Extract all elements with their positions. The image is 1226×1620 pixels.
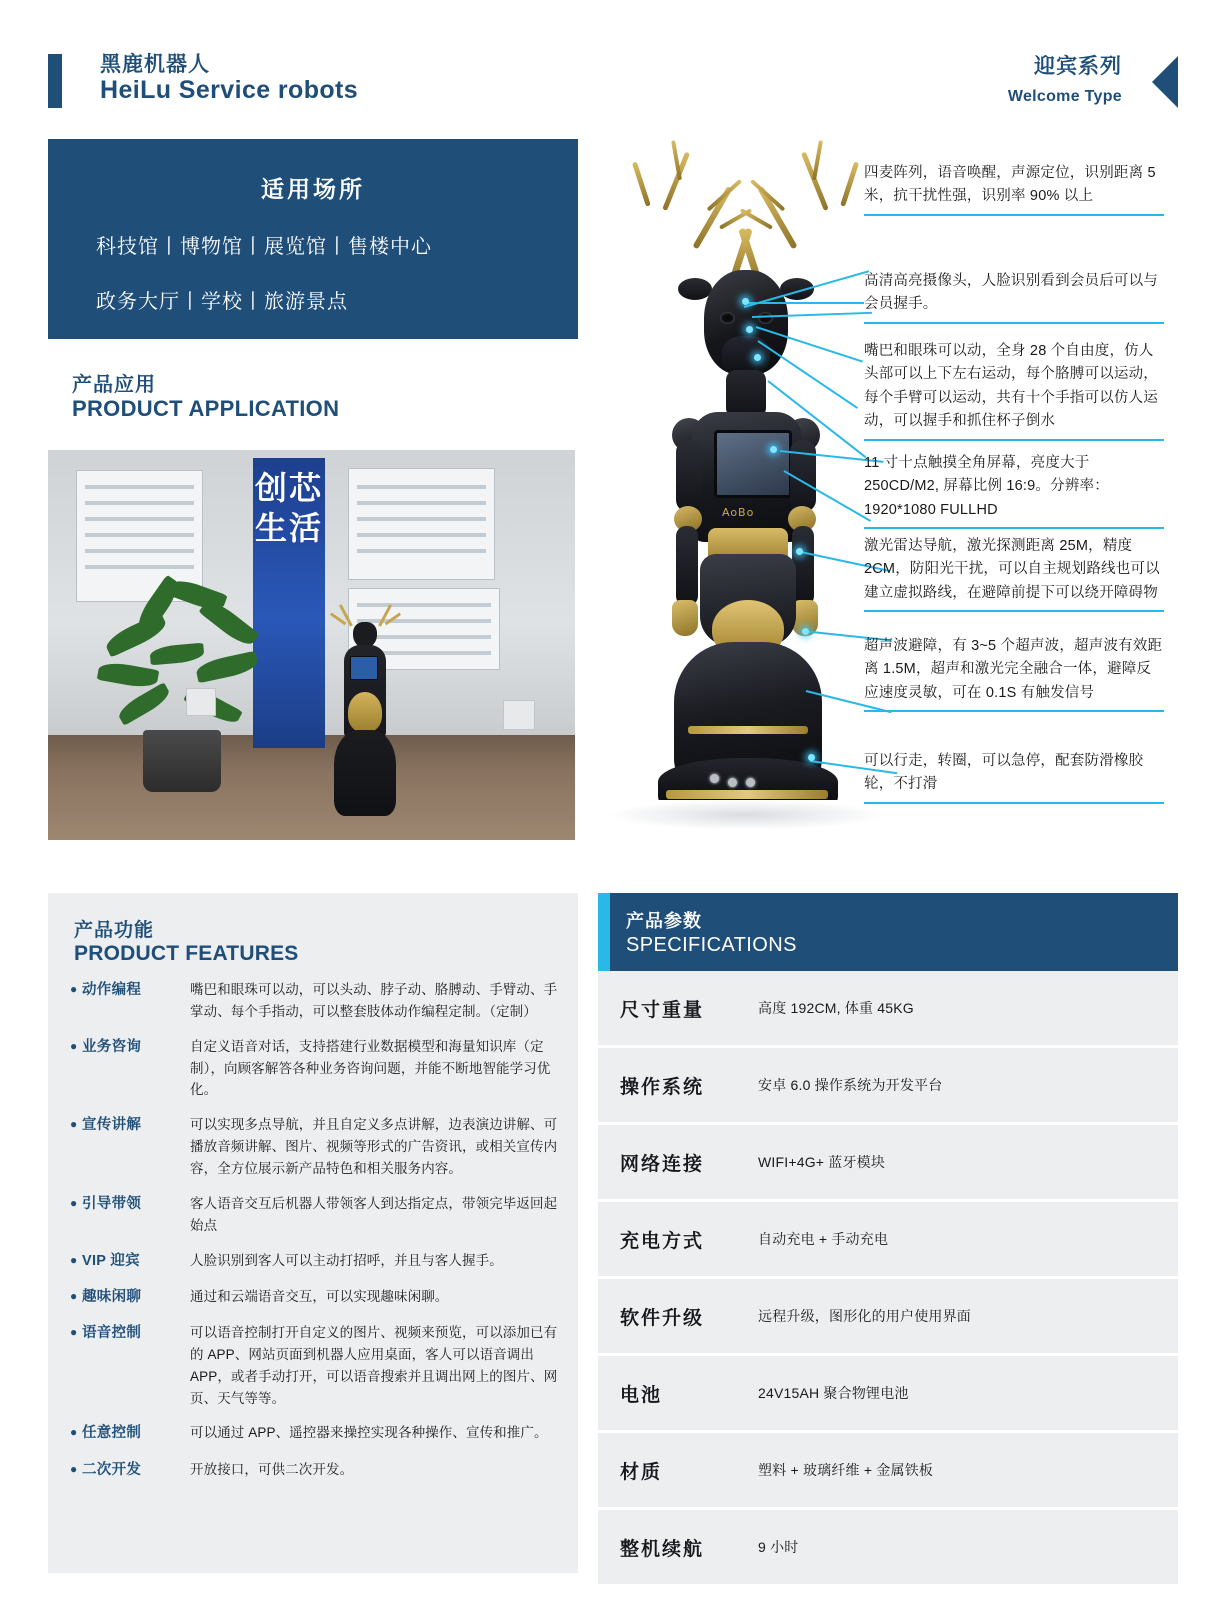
list-item <box>70 1322 562 1409</box>
application-title-cn: 产品应用 <box>72 374 156 396</box>
series-title-en: Welcome Type <box>1007 88 1122 105</box>
specs-title-en: SPECIFICATIONS <box>626 934 797 956</box>
table-row <box>598 1510 1178 1587</box>
product-application-photo <box>48 450 575 840</box>
callout-microphone-array: 四麦阵列，语音唤醒，声源定位，识别距离 5 米，抗干扰性强，识别率 90% 以上 <box>864 162 1164 216</box>
brand-title-en: HeiLu Service robots <box>100 76 359 104</box>
brand-title-cn: 黑鹿机器人 <box>100 53 210 76</box>
photo-floor <box>48 735 575 840</box>
callout-anchor-dot <box>770 446 777 453</box>
list-item <box>70 1114 562 1180</box>
feature-name: 语音控制 <box>82 1324 142 1341</box>
table-row <box>598 1202 1178 1279</box>
leader-line <box>757 340 858 409</box>
feature-name: VIP 迎宾 <box>82 1252 140 1269</box>
photo-plant-pot <box>143 730 221 792</box>
bullet-icon: ● <box>70 982 78 996</box>
spec-label: 网络连接 <box>620 1153 705 1175</box>
header-arrow-icon <box>1152 56 1178 108</box>
spec-label: 软件升级 <box>620 1307 705 1329</box>
feature-description: 客人语音交互后机器人带领客人到达指定点，带领完毕返回起始点 <box>190 1195 558 1233</box>
photo-wall-outlet <box>503 700 535 730</box>
spec-label: 整机续航 <box>620 1538 705 1560</box>
bullet-icon: ● <box>70 1038 78 1053</box>
page-header <box>48 48 1178 114</box>
table-row <box>598 1356 1178 1433</box>
bullet-icon: ● <box>70 1195 78 1210</box>
robot-logo: AoBo <box>722 506 755 519</box>
feature-name: 引导带领 <box>82 1195 142 1212</box>
photo-banner: 创芯生活 <box>253 458 325 748</box>
callout-touch-screen: 11 寸十点触摸全角屏幕，亮度大于 250CD/M2, 屏幕比例 16:9。分辨率：1920*1080 FULLHD <box>864 452 1164 529</box>
photo-robot <box>320 600 410 815</box>
photo-poster <box>348 468 495 580</box>
feature-name: 动作编程 <box>82 982 142 998</box>
callout-anchor-dot <box>808 754 815 761</box>
callout-lidar-navigation: 激光雷达导航，激光探测距离 25M，精度 2CM，防阳光干扰，可以自主规划路线也可以建立虚拟路线，在避障前提下可以绕开障碍物 <box>864 535 1164 612</box>
spec-value: WIFI+4G+ 蓝牙模块 <box>758 1154 886 1170</box>
scenario-line-1: 科技馆丨博物馆丨展览馆丨售楼中心 <box>96 236 432 258</box>
photo-plant <box>98 585 268 745</box>
callout-ultrasonic-avoidance: 超声波避障，有 3~5 个超声波，超声波有效距离 1.5M，超声和激光完全融合一体，避障反应速度灵敏，可在 0.1S 有触发信号 <box>864 635 1164 712</box>
list-item <box>70 1459 562 1482</box>
feature-description: 嘴巴和眼珠可以动，可以头动、脖子动、胳膊动、手臂动、手掌动、每个手指动，可以整套肢体动作编程定制。（定制） <box>190 982 558 1019</box>
feature-description: 可以实现多点导航，并且自定义多点讲解，边表演边讲解、可播放音频讲解、图片、视频等形式的广告资讯，或相关宣传内容，全方位展示新产品特色和相关服务内容。 <box>190 1117 558 1177</box>
specs-title-cn: 产品参数 <box>626 911 702 931</box>
bullet-icon: ● <box>70 1425 78 1440</box>
spec-label: 操作系统 <box>620 1076 705 1098</box>
series-label <box>1008 50 1122 106</box>
bullet-icon: ● <box>70 1288 78 1303</box>
list-item <box>70 1193 562 1237</box>
spec-value: 高度 192CM, 体重 45KG <box>758 1000 914 1016</box>
callout-anchor-dot <box>754 354 761 361</box>
list-item <box>70 979 562 1023</box>
scenario-box <box>48 139 578 339</box>
feature-name: 宣传讲解 <box>82 1117 142 1134</box>
feature-description: 自定义语音对话，支持搭建行业数据模型和海量知识库（定制），向顾客解答各种业务咨询问题，并能不断地智能学习优化。 <box>190 1038 551 1098</box>
callout-camera: 高清高亮摄像头，人脸识别看到会员后可以与会员握手。 <box>864 270 1164 324</box>
table-row <box>598 1125 1178 1202</box>
header-accent-bar <box>48 54 62 108</box>
bullet-icon: ● <box>70 1461 78 1476</box>
feature-description: 可以语音控制打开自定义的图片、视频来预览，可以添加已有的 APP、网站页面到机器人应用桌面，客人可以语音调出 APP，或者手动打开，可以语音搜索并且调出网上的图片、网页、天气等等。 <box>190 1324 558 1406</box>
spec-label: 充电方式 <box>620 1230 705 1252</box>
leader-line <box>756 326 863 363</box>
feature-description: 开放接口，可供二次开发。 <box>190 1461 354 1477</box>
feature-name: 业务咨询 <box>82 1038 142 1055</box>
feature-name: 趣味闲聊 <box>82 1288 142 1305</box>
features-title-cn: 产品功能 <box>74 920 155 941</box>
application-title-en: PRODUCT APPLICATION <box>72 396 340 421</box>
specifications-header <box>598 893 1178 971</box>
feature-description: 通过和云端语音交互，可以实现趣味闲聊。 <box>190 1288 449 1304</box>
spec-value: 远程升级，图形化的用户使用界面 <box>758 1308 971 1324</box>
spec-value: 安卓 6.0 操作系统为开发平台 <box>758 1077 943 1093</box>
bullet-icon: ● <box>70 1117 78 1132</box>
table-row <box>598 1433 1178 1510</box>
scenario-line-2: 政务大厅丨学校丨旅游景点 <box>96 291 348 313</box>
photo-wall-outlet <box>186 688 216 716</box>
specifications-panel <box>598 893 1178 1583</box>
spec-label: 材质 <box>620 1461 663 1483</box>
spec-label: 电池 <box>620 1384 663 1406</box>
feature-description: 人脸识别到客人可以主动打招呼，并且与客人握手。 <box>190 1252 503 1268</box>
list-item <box>70 1286 562 1309</box>
specs-accent-bar <box>598 893 610 971</box>
spec-value: 24V15AH 聚合物锂电池 <box>758 1385 909 1401</box>
leader-line <box>767 380 866 458</box>
table-row <box>598 971 1178 1048</box>
leader-line <box>752 312 872 318</box>
spec-value: 塑料 + 玻璃纤维 + 金属铁板 <box>758 1462 934 1478</box>
list-item <box>70 1250 562 1273</box>
feature-list <box>70 979 562 1495</box>
features-title-en: PRODUCT FEATURES <box>74 942 299 965</box>
list-item <box>70 1422 562 1445</box>
series-title-cn: 迎宾系列 <box>1034 55 1122 78</box>
callout-anchor-dot <box>742 298 749 305</box>
feature-description: 可以通过 APP、遥控器来操控实现各种操作、宣传和推广。 <box>190 1425 548 1441</box>
bullet-icon: ● <box>70 1252 78 1267</box>
callout-anchor-dot <box>796 548 803 555</box>
bullet-icon: ● <box>70 1324 78 1339</box>
callout-group <box>596 130 1178 840</box>
table-row <box>598 1048 1178 1125</box>
scenario-title: 适用场所 <box>261 176 365 202</box>
spec-label: 尺寸重量 <box>620 999 705 1021</box>
leader-line <box>784 470 872 522</box>
spec-value: 自动充电 + 手动充电 <box>758 1231 889 1247</box>
table-row <box>598 1279 1178 1356</box>
feature-name: 任意控制 <box>82 1425 142 1442</box>
list-item <box>70 1036 562 1102</box>
callout-anchor-dot <box>746 326 753 333</box>
product-features-panel <box>48 893 578 1573</box>
callout-mobility: 可以行走，转圈，可以急停，配套防滑橡胶轮，不打滑 <box>864 750 1164 804</box>
feature-name: 二次开发 <box>82 1461 142 1478</box>
spec-value: 9 小时 <box>758 1539 799 1555</box>
callout-anchor-dot <box>802 628 809 635</box>
callout-degrees-of-freedom: 嘴巴和眼珠可以动，全身 28 个自由度，仿人头部可以上下左右运动，每个胳膊可以运动，每个手臂可以运动，共有十个手指可以仿人运动，可以握手和抓住杯子倒水 <box>864 340 1164 441</box>
